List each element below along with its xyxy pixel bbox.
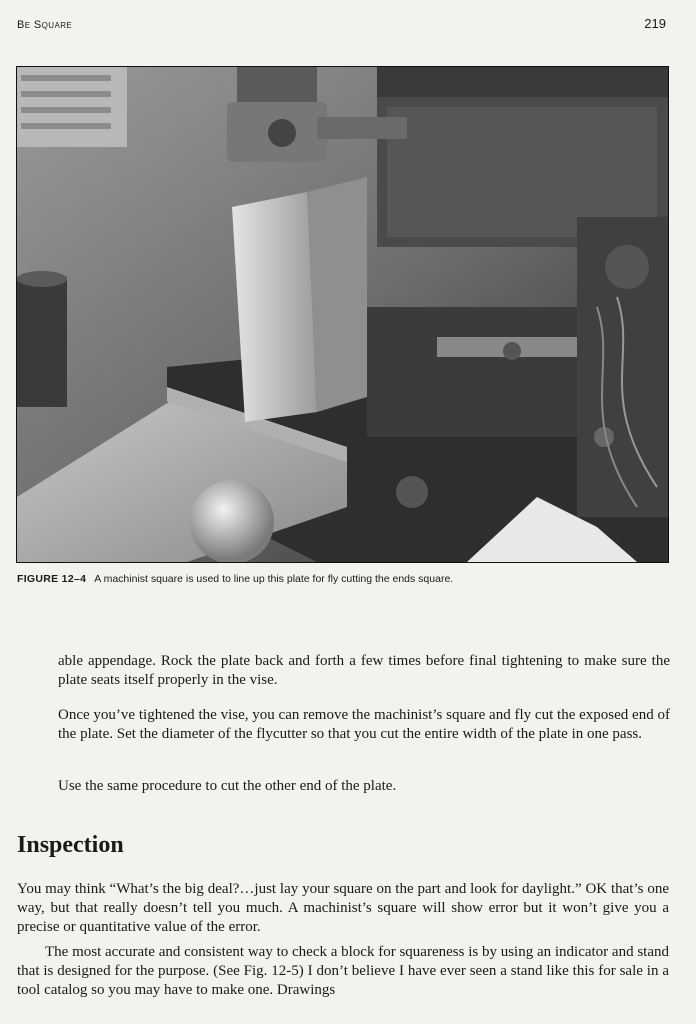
- page-number: 219: [644, 16, 666, 31]
- section-heading: Inspection: [17, 832, 124, 858]
- continuation-paragraph: able appendage. Rock the plate back and forth a few times before final tightening to make sure the plate seats itself properly in the vise.: [58, 653, 670, 688]
- figure-caption: [17, 572, 677, 586]
- inspection-paragraph-2: The most accurate and consistent way to check a block for squareness is by using an indicator and stand that is designed for the purpose. (See Fig. 12-5) I don’t believe I have ever seen a stand like this for sale in a tool catalog so you may have to make one. Drawings: [17, 944, 669, 998]
- body-paragraph-flycut: Once you’ve tightened the vise, you can remove the machinist’s square and fly cut the exposed end of the plate. Set the diameter of the flycutter so that you cut the entire width of the plate in one pass.: [58, 707, 670, 742]
- body-paragraph-other-end: Use the same procedure to cut the other end of the plate.: [58, 778, 397, 794]
- figure-label: FIGURE 12–4: [17, 573, 87, 585]
- machinist-square-photo: [17, 67, 668, 562]
- inspection-paragraph-1: You may think “What’s the big deal?…just lay your square on the part and look for daylight.” OK that’s one way, but that really doesn’t tell you much. A machinist’s square will show error but it won’t give you a precise or quantitative value of the error.: [17, 881, 669, 935]
- figure-caption-text: A machinist square is used to line up this plate for fly cutting the ends square.: [94, 573, 454, 585]
- running-head-title: Be Square: [17, 19, 73, 31]
- figure-photo: [16, 66, 669, 563]
